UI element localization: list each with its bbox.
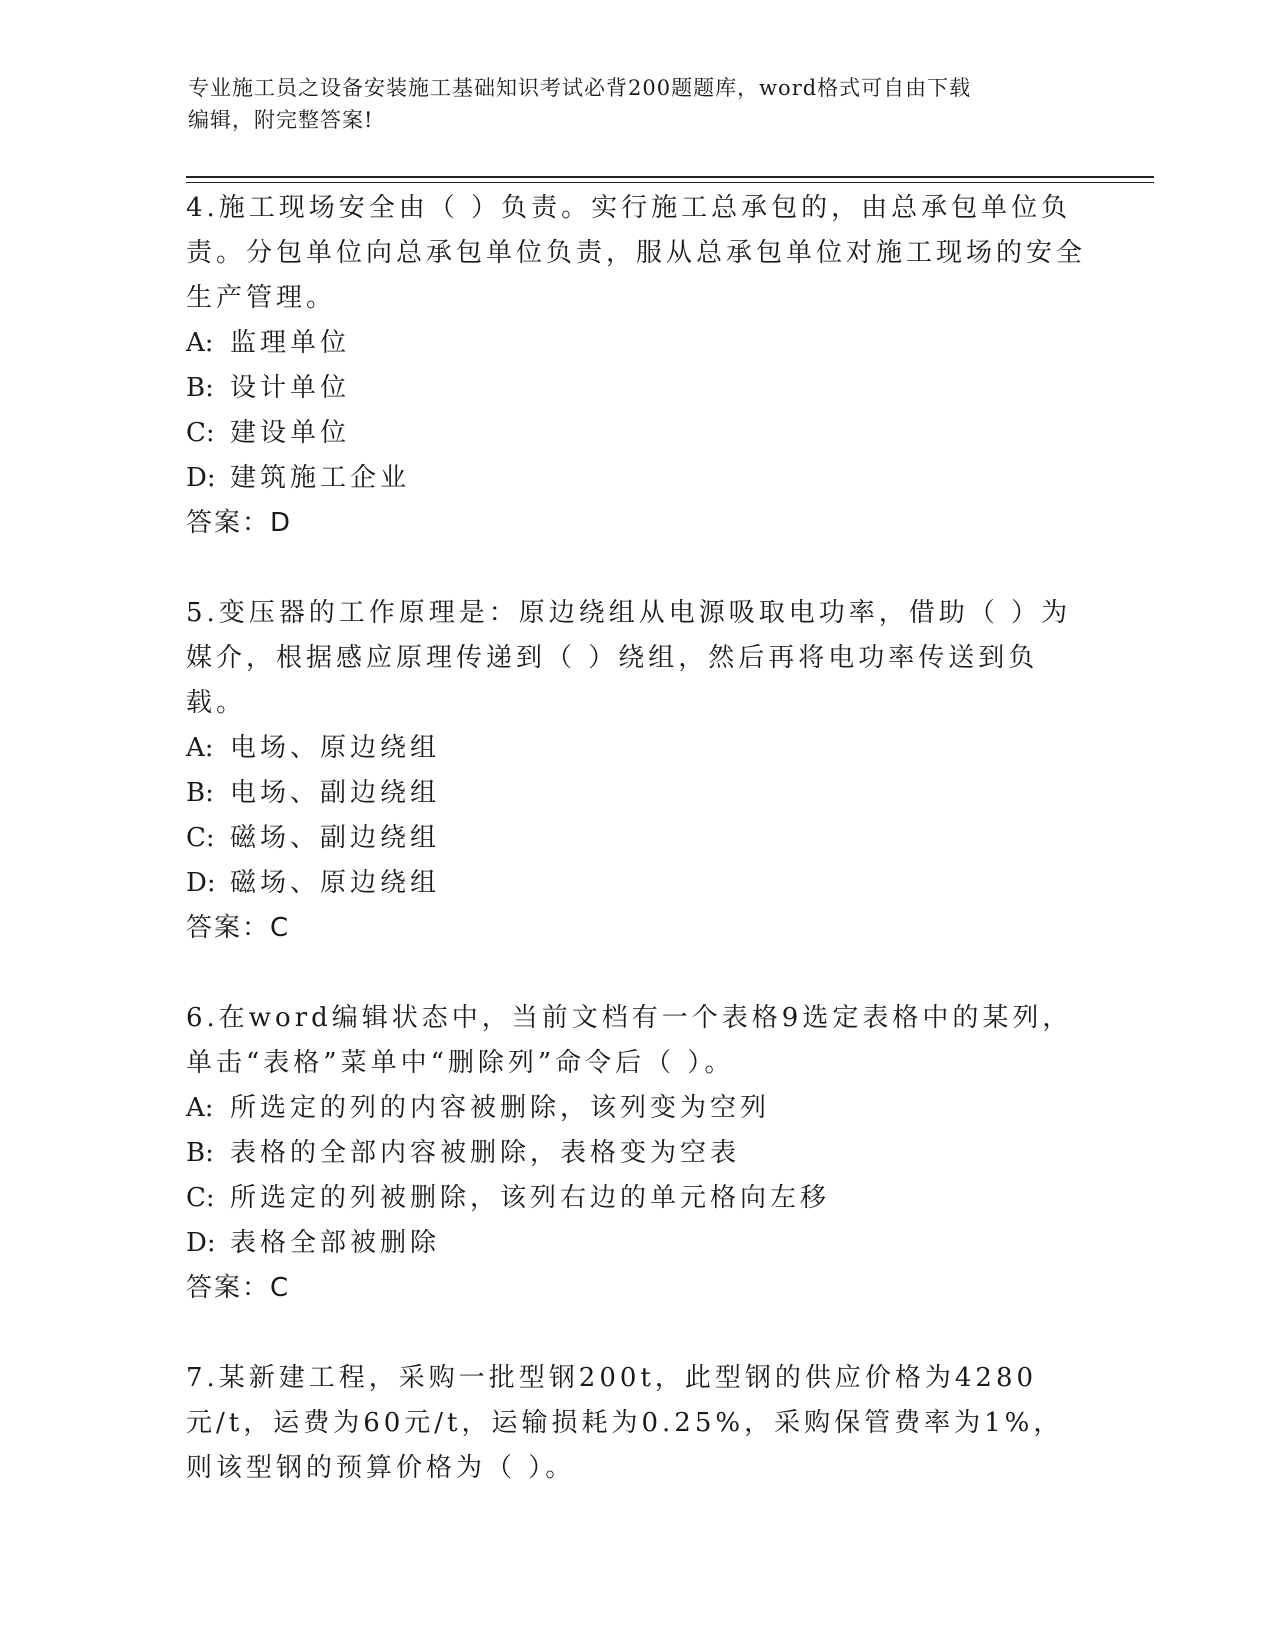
option-b	[186, 1131, 1086, 1176]
option-b	[186, 366, 1086, 411]
option-letter: D:	[186, 868, 216, 898]
option-text: 磁场、副边绕组	[230, 823, 441, 853]
option-text: 监理单位	[230, 328, 351, 358]
header-line-2: 编辑，附完整答案!	[188, 108, 374, 132]
option-letter: B:	[186, 778, 214, 808]
option-letter: A:	[186, 328, 214, 358]
header-divider-thin	[186, 182, 1154, 183]
option-letter: B:	[186, 1138, 214, 1168]
option-text: 电场、副边绕组	[230, 778, 441, 808]
option-d	[186, 456, 1086, 501]
option-text: 所选定的列的内容被删除，该列变为空列	[230, 1093, 771, 1123]
option-letter: D:	[186, 463, 216, 493]
option-c	[186, 816, 1086, 861]
question-text: 5.变压器的工作原理是：原边绕组从电源吸取电功率，借助（ ）为媒介，根据感应原理传递到（ ）绕组，然后再将电功率传送到负载。	[186, 598, 1072, 718]
question-5	[186, 591, 1086, 951]
option-d	[186, 861, 1086, 906]
answer-line: 答案：C	[186, 913, 291, 943]
header-divider-thick	[186, 176, 1154, 178]
option-letter: A:	[186, 1093, 214, 1123]
option-text: 所选定的列被删除，该列右边的单元格向左移	[230, 1183, 831, 1213]
answer-line: 答案：D	[186, 508, 293, 538]
option-d	[186, 1221, 1086, 1266]
option-c	[186, 411, 1086, 456]
header-line-1: 专业施工员之设备安装施工基础知识考试必背200题题库，word格式可自由下载	[188, 76, 972, 100]
option-text: 电场、原边绕组	[230, 733, 441, 763]
option-text: 建设单位	[230, 418, 351, 448]
page-header	[188, 72, 1068, 136]
option-a	[186, 726, 1086, 771]
option-text: 磁场、原边绕组	[230, 868, 441, 898]
option-letter: D:	[186, 1228, 216, 1258]
question-6	[186, 996, 1086, 1311]
option-text: 表格的全部内容被删除，表格变为空表	[230, 1138, 741, 1168]
option-a	[186, 321, 1086, 366]
question-text: 4.施工现场安全由（ ）负责。实行施工总承包的，由总承包单位负责。分包单位向总承包单位负责，服从总承包单位对施工现场的安全生产管理。	[186, 193, 1087, 313]
option-letter: C:	[186, 823, 215, 853]
answer-line: 答案：C	[186, 1273, 291, 1303]
question-text: 6.在word编辑状态中，当前文档有一个表格9选定表格中的某列，单击“表格”菜单中“删除列”命令后（ ）。	[186, 1003, 1073, 1078]
question-7	[186, 1356, 1086, 1491]
question-list	[186, 186, 1086, 1536]
option-letter: A:	[186, 733, 214, 763]
option-text: 建筑施工企业	[230, 463, 411, 493]
option-letter: B:	[186, 373, 214, 403]
option-text: 设计单位	[230, 373, 351, 403]
option-text: 表格全部被删除	[230, 1228, 441, 1258]
option-b	[186, 771, 1086, 816]
question-text: 7.某新建工程，采购一批型钢200t，此型钢的供应价格为4280元/t，运费为60元/t，运输损耗为0.25%，采购保管费率为1%，则该型钢的预算价格为（ ）。	[186, 1363, 1064, 1483]
question-4	[186, 186, 1086, 546]
option-letter: C:	[186, 418, 215, 448]
option-a	[186, 1086, 1086, 1131]
option-letter: C:	[186, 1183, 215, 1213]
option-c	[186, 1176, 1086, 1221]
